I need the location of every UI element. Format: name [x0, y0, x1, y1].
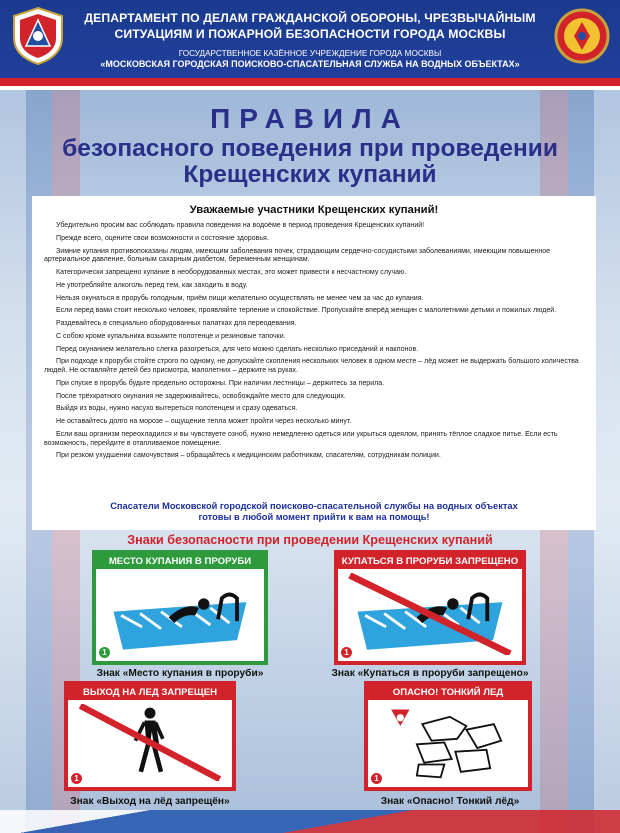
sign-thin-ice [364, 681, 532, 791]
sign-no-ice-exit-caption: Знак «Выход на лёд запрещён» [70, 796, 230, 807]
rescuers-message-line-2: готовы в любой момент прийти к вам на помощь! [198, 512, 430, 522]
moscow-emergency-emblem-icon [10, 6, 66, 66]
rule-item: После трёхкратного окунания не задерживайтесь, освобождайте место для следующих. [56, 392, 346, 400]
rule-item: Перед окунанием желательно слегка разогреться, для чего можно сделать несколько приседаний и наклонов. [56, 345, 419, 353]
sign-number-badge: 1 [370, 772, 383, 785]
rescue-service-emblem-icon [554, 6, 610, 66]
rule-item: Выйдя из воды, нужно насухо вытереться полотенцем и сразу одеваться. [56, 405, 298, 413]
sign-number-badge: 1 [340, 646, 353, 659]
sign-no-ice-exit [64, 681, 236, 791]
department-line-1: ДЕПАРТАМЕНТ ПО ДЕЛАМ ГРАЖДАНСКОЙ ОБОРОНЫ, ЧРЕЗВЫЧАЙНЫМ [84, 11, 536, 25]
rules-list [44, 222, 588, 465]
poster-subtitle [0, 136, 620, 188]
rescuers-message-line-1: Спасатели Московской городской поисково-спасательной службы на водных объектах [110, 501, 518, 511]
rescuers-message [32, 501, 596, 523]
swimmer-in-ice-hole-icon [104, 573, 256, 655]
sign-number-badge: 1 [98, 646, 111, 659]
rule-item: При резком ухудшении самочувствия – обращайтесь к медицинским работникам, спасателям, сотрудникам полиции. [56, 452, 441, 460]
rule-item: Не оставайтесь долго на морозе – ощущение тепла может пройти через несколько минут. [56, 418, 352, 426]
header-band [0, 0, 620, 78]
signs-heading: Знаки безопасности при проведении Крещенских купаний [127, 533, 493, 547]
sign-bathing-place-title: МЕСТО КУПАНИЯ В ПРОРУБИ [96, 554, 264, 569]
no-walking-on-ice-icon [76, 704, 224, 781]
rule-item: Если перед вами стоит несколько человек, проявляйте терпение и спокойствие. Пропускайте вперёд женщин с малолетними детьми и пожилых людей. [56, 307, 557, 315]
subtitle-line-2: Крещенских купаний [183, 161, 437, 188]
no-swimming-icon [346, 573, 514, 655]
sign-number-badge: 1 [70, 772, 83, 785]
subtitle-line-1: безопасного поведения при проведении [62, 135, 558, 162]
rule-item: Убедительно просим вас соблюдать правила поведения на водоёме в период проведения Крещенских купаний! [56, 222, 425, 229]
sign-thin-ice-title: ОПАСНО! ТОНКИЙ ЛЕД [368, 685, 528, 700]
rule-item: Нельзя окунаться в прорубь голодным, приём пищи желательно осуществлять не менее чем за час до купания. [56, 294, 424, 302]
organization-type: ГОСУДАРСТВЕННОЕ КАЗЁННОЕ УЧРЕЖДЕНИЕ ГОРОДА МОСКВЫ [178, 49, 442, 58]
bottom-flag-stripes [0, 810, 620, 833]
department-name [80, 10, 540, 42]
sign-bathing-place-caption: Знак «Место купания в проруби» [96, 668, 264, 679]
rule-item: Если ваш организм переохладился и вы чувствуете озноб, нужно немедленно одеться или укрыться одеялом, принять тёплое сладкое питье. Если есть возможность, перейдите в отапливаемое помещение. [44, 430, 558, 447]
sign-no-bathing-caption: Знак «Купаться в проруби запрещено» [331, 668, 529, 679]
rules-panel [32, 196, 596, 530]
sign-no-bathing [334, 550, 526, 665]
sign-no-bathing-title: КУПАТЬСЯ В ПРОРУБИ ЗАПРЕЩЕНО [338, 554, 522, 569]
rule-item: С собою кроме купальника возьмите полотенце и резиновые тапочки. [56, 332, 286, 340]
sign-no-ice-exit-title: ВЫХОД НА ЛЕД ЗАПРЕЩЕН [68, 685, 232, 700]
department-line-2: СИТУАЦИЯМ И ПОЖАРНОЙ БЕЗОПАСНОСТИ ГОРОДА МОСКВЫ [114, 27, 506, 41]
rules-heading: Уважаемые участники Крещенских купаний! [189, 204, 439, 216]
rule-item: Не употребляйте алкоголь перед тем, как заходить в воду. [56, 281, 248, 289]
poster-title: ПРАВИЛА [210, 103, 410, 134]
thin-ice-danger-icon [376, 704, 520, 781]
rule-item: При подходе к проруби стойте строго по одному, не допускайте скопления нескольких человек в одном месте – лёд может не выдержать большого количества людей. Не оставляйте детей без присмотра, малолетних – держите на руках. [44, 358, 579, 374]
rule-item: Раздевайтесь в специально оборудованных палатках для переодевания. [56, 320, 297, 328]
sign-thin-ice-caption: Знак «Опасно! Тонкий лёд» [380, 796, 520, 807]
rule-item: Прежде всего, оцените свои возможности и состояние здоровья. [56, 234, 269, 242]
organization-name: «МОСКОВСКАЯ ГОРОДСКАЯ ПОИСКОВО-СПАСАТЕЛЬНАЯ СЛУЖБА НА ВОДНЫХ ОБЪЕКТАХ» [100, 59, 520, 69]
header-red-stripe [0, 78, 620, 86]
rule-item: Зимние купания противопоказаны людям, имеющим заболевания почек, страдающим сердечно-сосудистыми заболеваниями, имеющим повышенное артериальное давление, больным сахарным диабетом, беременным женщинам. [44, 247, 551, 264]
sign-bathing-place [92, 550, 268, 665]
rule-item: При спуске в прорубь будьте предельно осторожны. При наличии лестницы – держитесь за перила. [56, 379, 385, 387]
rule-item: Категорически запрещено купание в необорудованных местах, это может привести к несчастному случаю. [56, 268, 407, 276]
